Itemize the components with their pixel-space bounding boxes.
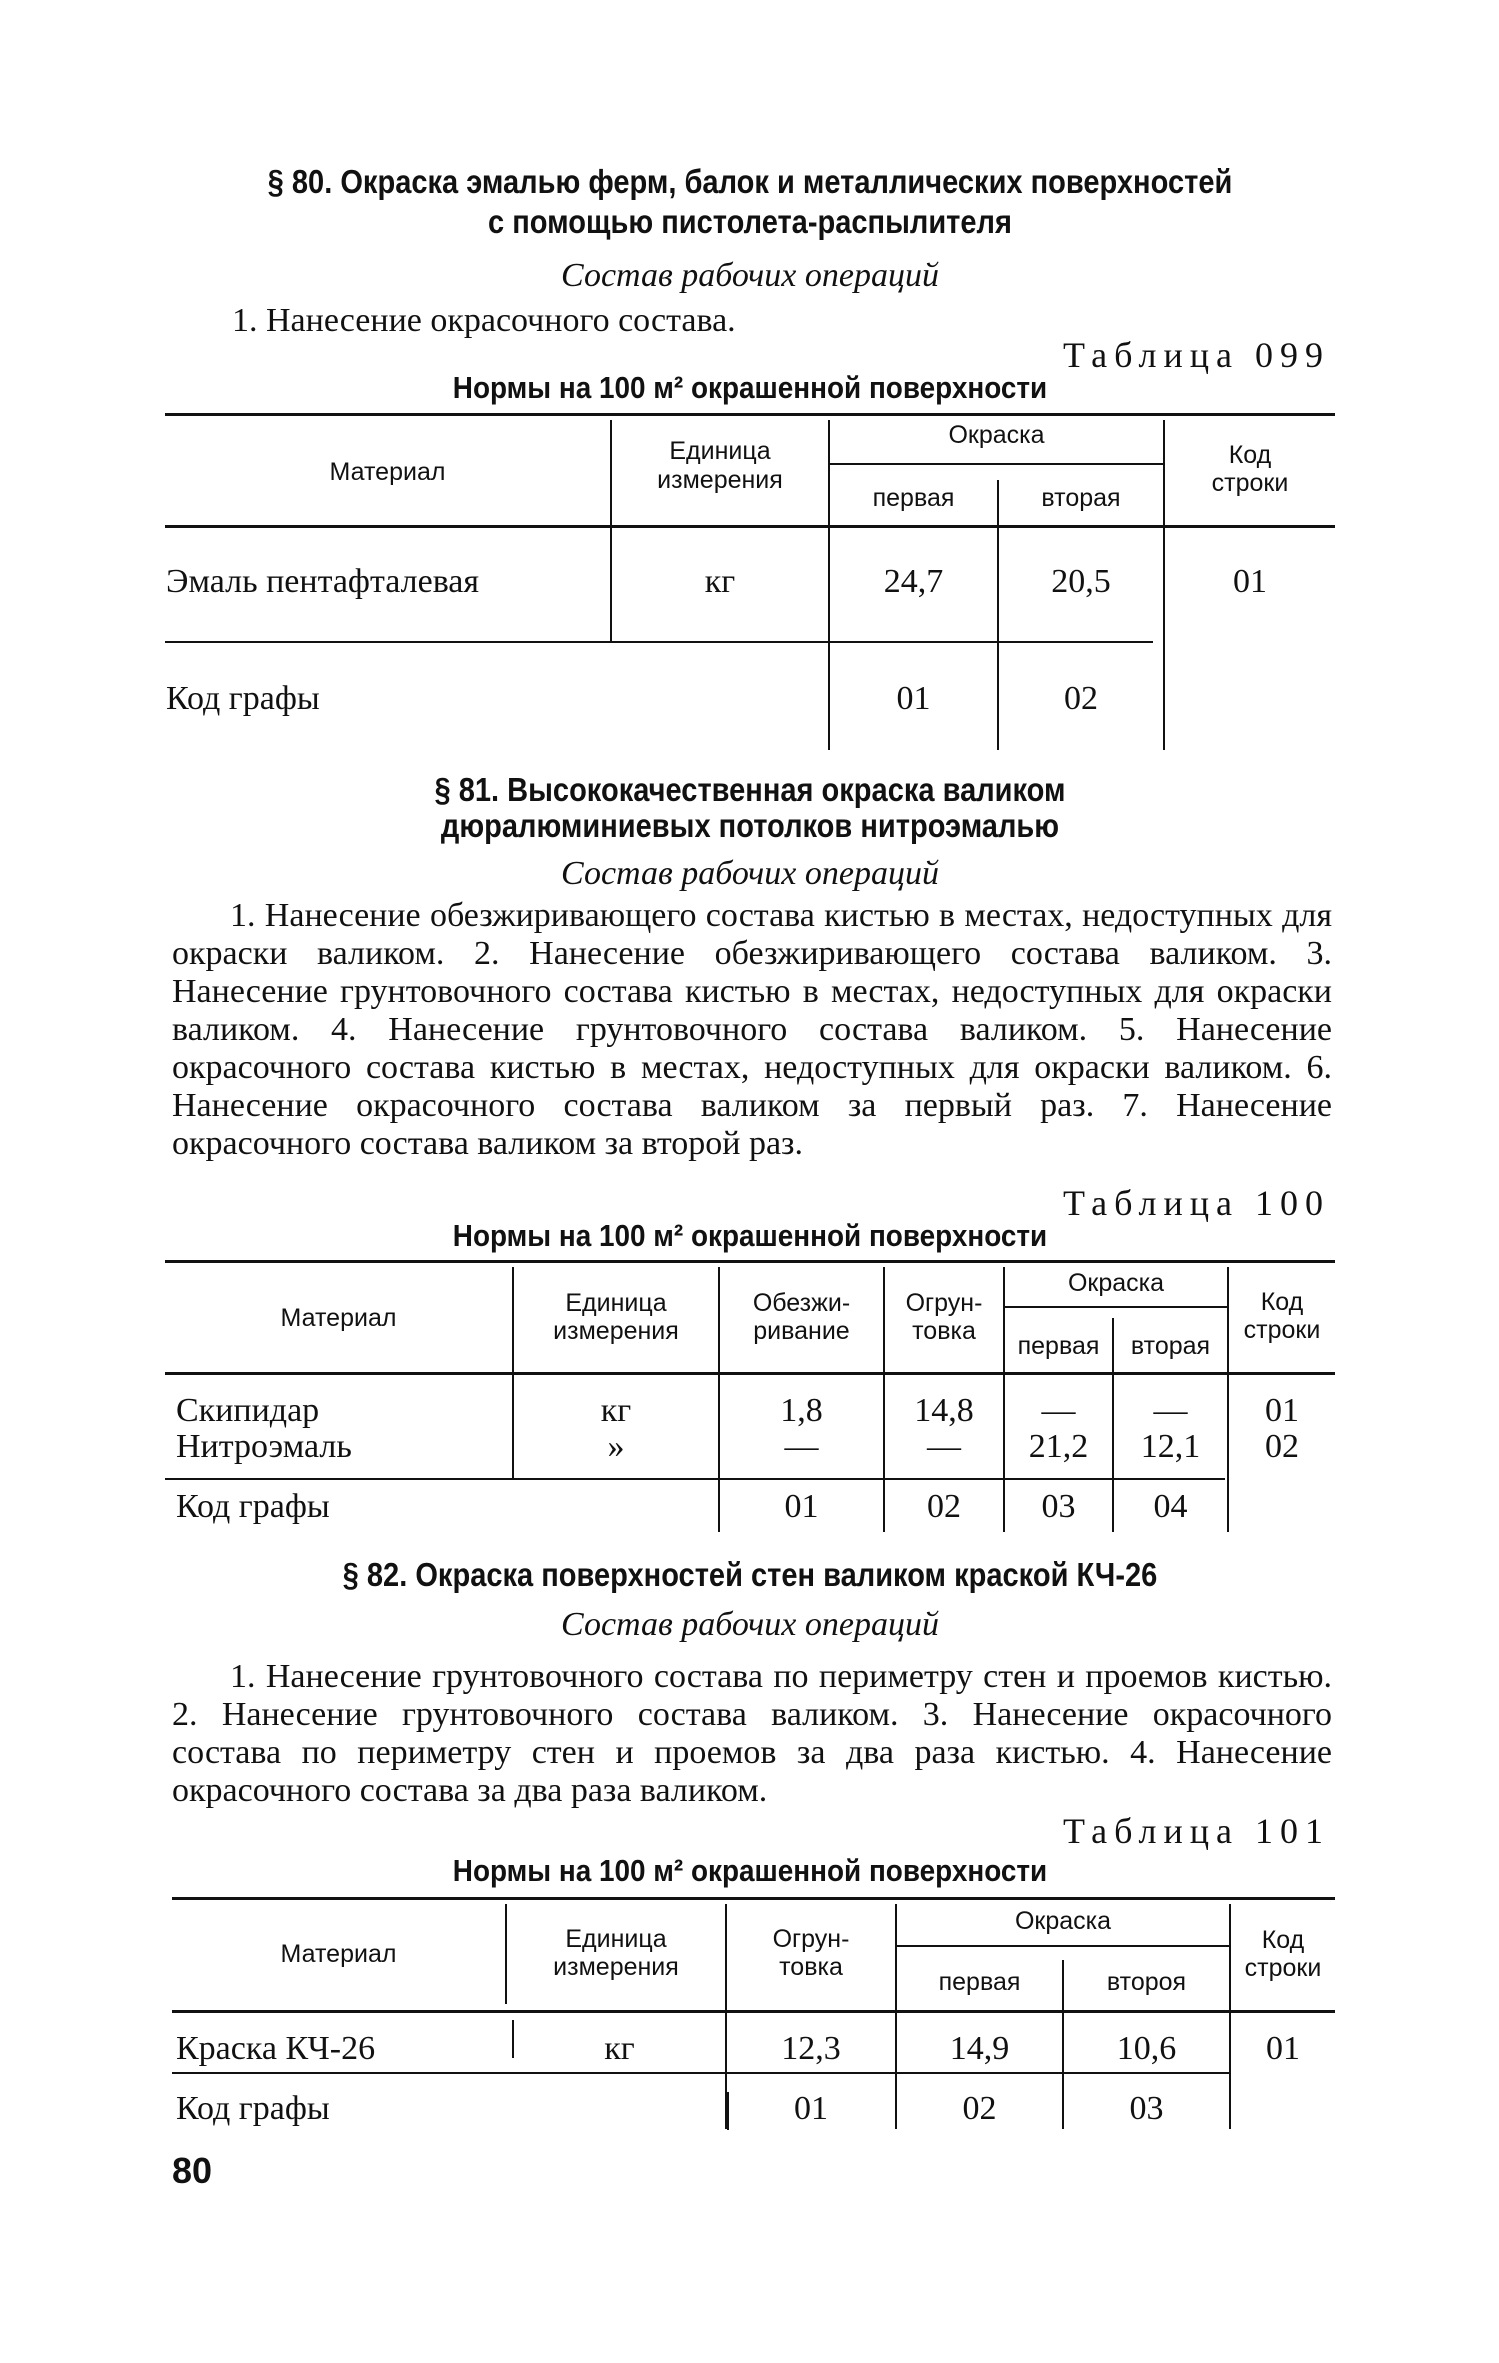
table-101-header-paint: Окраска — [1014, 1907, 1112, 1935]
table-100-row2-first: 21,2 — [1028, 1428, 1089, 1465]
table-100-header-degrease-line2: ривание — [753, 1317, 850, 1345]
section-80-ops-text: 1. Нанесение окрасочного состава. — [232, 302, 736, 339]
table-099-caption: Нормы на 100 м² окрашенной поверхности — [452, 370, 1048, 405]
table-100-label: Таблица 100 — [1063, 1183, 1330, 1223]
table-101-row1-material: Краска КЧ-26 — [176, 2030, 376, 2067]
section-81-title-line2: дюралюминиевых потолков нитроэмалью — [440, 807, 1060, 844]
table-100-header-material: Материал — [280, 1304, 397, 1332]
table-100-row1-second: — — [1153, 1392, 1188, 1429]
table-101-header-second: второя — [1106, 1968, 1187, 1996]
table-101-header-material: Материал — [280, 1940, 397, 1968]
table-100-header-code-line1: Код — [1260, 1288, 1304, 1316]
table-100-row1-code: 01 — [1265, 1392, 1299, 1429]
section-80-ops-heading: Состав рабочих операций — [561, 257, 939, 294]
table-099-colcodes-label: Код графы — [166, 680, 320, 717]
table-099-header-unit-line2: измерения — [657, 466, 783, 494]
table-099-header-second: вторая — [1041, 484, 1121, 512]
section-81-title-line1: § 81. Высококачественная окраска валиком — [434, 771, 1066, 808]
table-100-row1-unit: кг — [600, 1392, 632, 1429]
table-099-row1-material: Эмаль пентафталевая — [166, 563, 480, 600]
section-82-ops-text: 1. Нанесение грунтовочного состава по периметру стен и проемов кистью. 2. Нанесение грунтовочного состава валиком. 3. Нанесение окрасочного состава по периметру стен и проемов за два раза кистью. 4. Нанесение окрасочного состава за два раза валиком. — [172, 1658, 1332, 1809]
table-101-label: Таблица 101 — [1063, 1811, 1330, 1851]
table-099-row1-unit: кг — [704, 563, 736, 600]
table-101-header-unit-line1: Единица — [565, 1925, 667, 1953]
table-100-row1-first: — — [1041, 1392, 1076, 1429]
section-82-ops-heading: Состав рабочих операций — [561, 1606, 939, 1643]
table-100-row1-prime: 14,8 — [914, 1392, 974, 1429]
table-100-row2-unit: » — [607, 1428, 625, 1465]
table-099-header-code-line2: строки — [1211, 469, 1289, 497]
section-80-title-line1: § 80. Окраска эмалью ферм, балок и металлических поверхностей — [267, 163, 1233, 200]
table-101-header-code-line1: Код — [1261, 1926, 1305, 1954]
table-100-header-unit-line1: Единица — [565, 1289, 667, 1317]
table-100-header-code-line2: строки — [1243, 1316, 1321, 1344]
table-100-colcode-degrease: 01 — [784, 1488, 819, 1525]
table-099-row1-code: 01 — [1233, 563, 1267, 600]
table-100-header-degrease-line1: Обезжи- — [752, 1289, 851, 1317]
table-100-colcode-second: 04 — [1153, 1488, 1188, 1525]
table-101-row1-second: 10,6 — [1116, 2030, 1177, 2067]
table-099-header-first: первая — [872, 484, 955, 512]
table-099-header-paint: Окраска — [948, 421, 1045, 449]
table-101-row1-code: 01 — [1266, 2030, 1300, 2067]
table-100-row1-degrease: 1,8 — [780, 1392, 823, 1429]
table-100-colcodes-label: Код графы — [176, 1488, 330, 1525]
table-101-header-first: первая — [938, 1968, 1021, 1996]
table-100-row2-second: 12,1 — [1140, 1428, 1201, 1465]
table-100-row2-material: Нитроэмаль — [176, 1428, 352, 1465]
table-099-colcode-first: 01 — [896, 680, 931, 717]
table-100-row2-prime: — — [927, 1428, 961, 1465]
table-099-label: Таблица 099 — [1063, 335, 1330, 375]
table-100-header-first: первая — [1017, 1332, 1100, 1360]
table-099-header-unit-line1: Единица — [669, 437, 771, 465]
table-099-header-code-line1: Код — [1228, 441, 1272, 469]
table-099-row1-second: 20,5 — [1051, 563, 1111, 600]
table-100-header-prime-line1: Огрун- — [905, 1289, 983, 1317]
table-100-row2-code: 02 — [1265, 1428, 1299, 1465]
section-81-ops-heading: Состав рабочих операций — [561, 855, 939, 892]
section-81-ops-text: 1. Нанесение обезжиривающего состава кистью в местах, недоступных для окраски валиком. 2. Нанесение обезжиривающего состава валиком. 3. Нанесение грунтовочного состава кистью в местах, недоступных для окраски валиком. 4. Нанесение грунтовочного состава валиком. 5. Нанесение окрасочного состава кистью в местах, недоступных для окраски валиком. 6. Нанесение окрасочного состава валиком за первый раз. 7. Нанесение окрасочного состава валиком за второй раз. — [172, 897, 1332, 1162]
table-101-header-unit-line2: измерения — [553, 1953, 679, 1981]
table-101-header-prime-line2: товка — [779, 1953, 843, 1981]
section-82-title: § 82. Окраска поверхностей стен валиком краской КЧ-26 — [342, 1556, 1158, 1593]
table-100-header-unit-line2: измерения — [553, 1317, 679, 1345]
table-099-row1-first: 24,7 — [883, 563, 944, 600]
table-101-row1-prime: 12,3 — [781, 2030, 841, 2067]
table-100-colcode-prime: 02 — [927, 1488, 961, 1525]
table-100-header-paint: Окраска — [1067, 1269, 1165, 1297]
page-number: 80 — [172, 2150, 213, 2191]
table-100-row1-material: Скипидар — [176, 1392, 320, 1429]
table-101-colcode-prime: 01 — [794, 2090, 828, 2127]
table-100-header-second: вторая — [1130, 1332, 1211, 1360]
table-100-colcode-first: 03 — [1041, 1488, 1076, 1525]
table-099-header-material: Материал — [329, 458, 446, 486]
table-100-caption: Нормы на 100 м² окрашенной поверхности — [452, 1218, 1048, 1253]
table-101-row1-first: 14,9 — [949, 2030, 1010, 2067]
table-101-colcode-first: 02 — [962, 2090, 997, 2127]
table-101-colcode-second: 03 — [1129, 2090, 1164, 2127]
table-101-header-code-line2: строки — [1244, 1954, 1322, 1982]
table-101-row1-unit: кг — [604, 2030, 635, 2067]
table-100-header-prime-line2: товка — [912, 1317, 976, 1345]
table-101-caption: Нормы на 100 м² окрашенной поверхности — [452, 1853, 1048, 1888]
table-099-colcode-second: 02 — [1064, 680, 1098, 717]
table-100-row2-degrease: — — [784, 1428, 819, 1465]
table-101-colcodes-label: Код графы — [176, 2090, 330, 2127]
section-80-title-line2: с помощью пистолета-распылителя — [488, 203, 1012, 240]
table-101-header-prime-line1: Огрун- — [772, 1925, 850, 1953]
